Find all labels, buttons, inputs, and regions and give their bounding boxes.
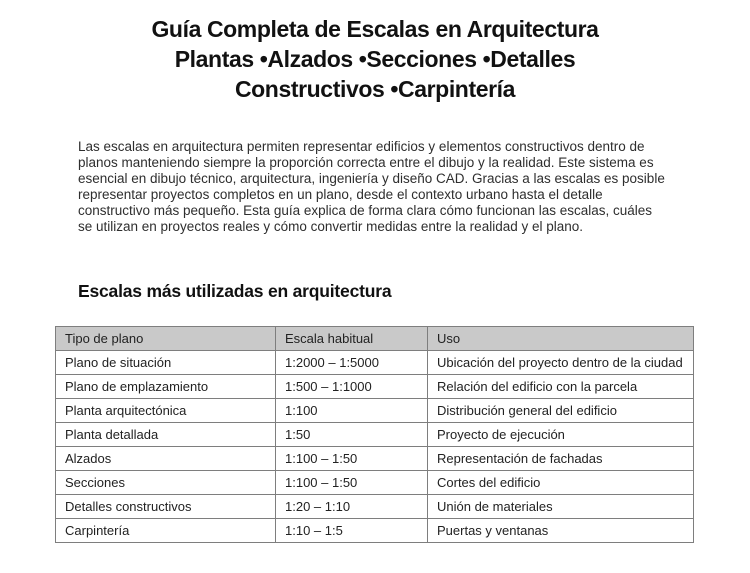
cell-tipo: Plano de situación: [56, 351, 276, 375]
cell-escala: 1:10 – 1:5: [276, 519, 428, 543]
cell-escala: 1:100: [276, 399, 428, 423]
cell-escala: 1:500 – 1:1000: [276, 375, 428, 399]
page-title: [0, 14, 750, 104]
cell-tipo: Planta detallada: [56, 423, 276, 447]
cell-uso: Puertas y ventanas: [428, 519, 694, 543]
cell-tipo: Plano de emplazamiento: [56, 375, 276, 399]
table-row: [56, 471, 694, 495]
cell-tipo: Alzados: [56, 447, 276, 471]
cell-escala: 1:50: [276, 423, 428, 447]
column-header-tipo-de-plano: Tipo de plano: [56, 327, 276, 351]
cell-tipo: Planta arquitectónica: [56, 399, 276, 423]
cell-uso: Relación del edificio con la parcela: [428, 375, 694, 399]
table-row: [56, 375, 694, 399]
cell-escala: 1:20 – 1:10: [276, 495, 428, 519]
scales-table: [55, 326, 694, 543]
cell-escala: 1:100 – 1:50: [276, 471, 428, 495]
cell-tipo: Detalles constructivos: [56, 495, 276, 519]
page-title-line-3: Constructivos •Carpintería: [234, 76, 516, 102]
cell-uso: Cortes del edificio: [428, 471, 694, 495]
cell-uso: Representación de fachadas: [428, 447, 694, 471]
cell-uso: Proyecto de ejecución: [428, 423, 694, 447]
page-title-line-1: Guía Completa de Escalas en Arquitectura: [151, 16, 599, 42]
table-row: [56, 399, 694, 423]
cell-escala: 1:100 – 1:50: [276, 447, 428, 471]
cell-escala: 1:2000 – 1:5000: [276, 351, 428, 375]
page-title-line-2: Plantas •Alzados •Secciones •Detalles: [174, 46, 576, 72]
table-header-row: [56, 327, 694, 351]
column-header-escala-habitual: Escala habitual: [276, 327, 428, 351]
table-row: [56, 351, 694, 375]
table-row: [56, 447, 694, 471]
cell-tipo: Carpintería: [56, 519, 276, 543]
section-heading: Escalas más utilizadas en arquitectura: [78, 281, 392, 301]
cell-tipo: Secciones: [56, 471, 276, 495]
table-row: [56, 519, 694, 543]
cell-uso: Unión de materiales: [428, 495, 694, 519]
column-header-uso: Uso: [428, 327, 694, 351]
cell-uso: Ubicación del proyecto dentro de la ciudad: [428, 351, 694, 375]
cell-uso: Distribución general del edificio: [428, 399, 694, 423]
intro-paragraph: Las escalas en arquitectura permiten representar edificios y elementos constructivos dentro de planos manteniendo siempre la proporción correcta entre el dibujo y la realidad. Este sistema es esencial en dibujo técnico, arquitectura, ingeniería y diseño CAD. Gracias a las escalas es posible representar proyectos completos en un plano, desde el contexto urbano hasta el detalle constructivo más pequeño. Esta guía explica de forma clara cómo funcionan las escalas, cuáles se utilizan en proyectos reales y cómo convertir medidas entre la realidad y el plano.: [78, 139, 665, 234]
table-row: [56, 495, 694, 519]
table-row: [56, 423, 694, 447]
